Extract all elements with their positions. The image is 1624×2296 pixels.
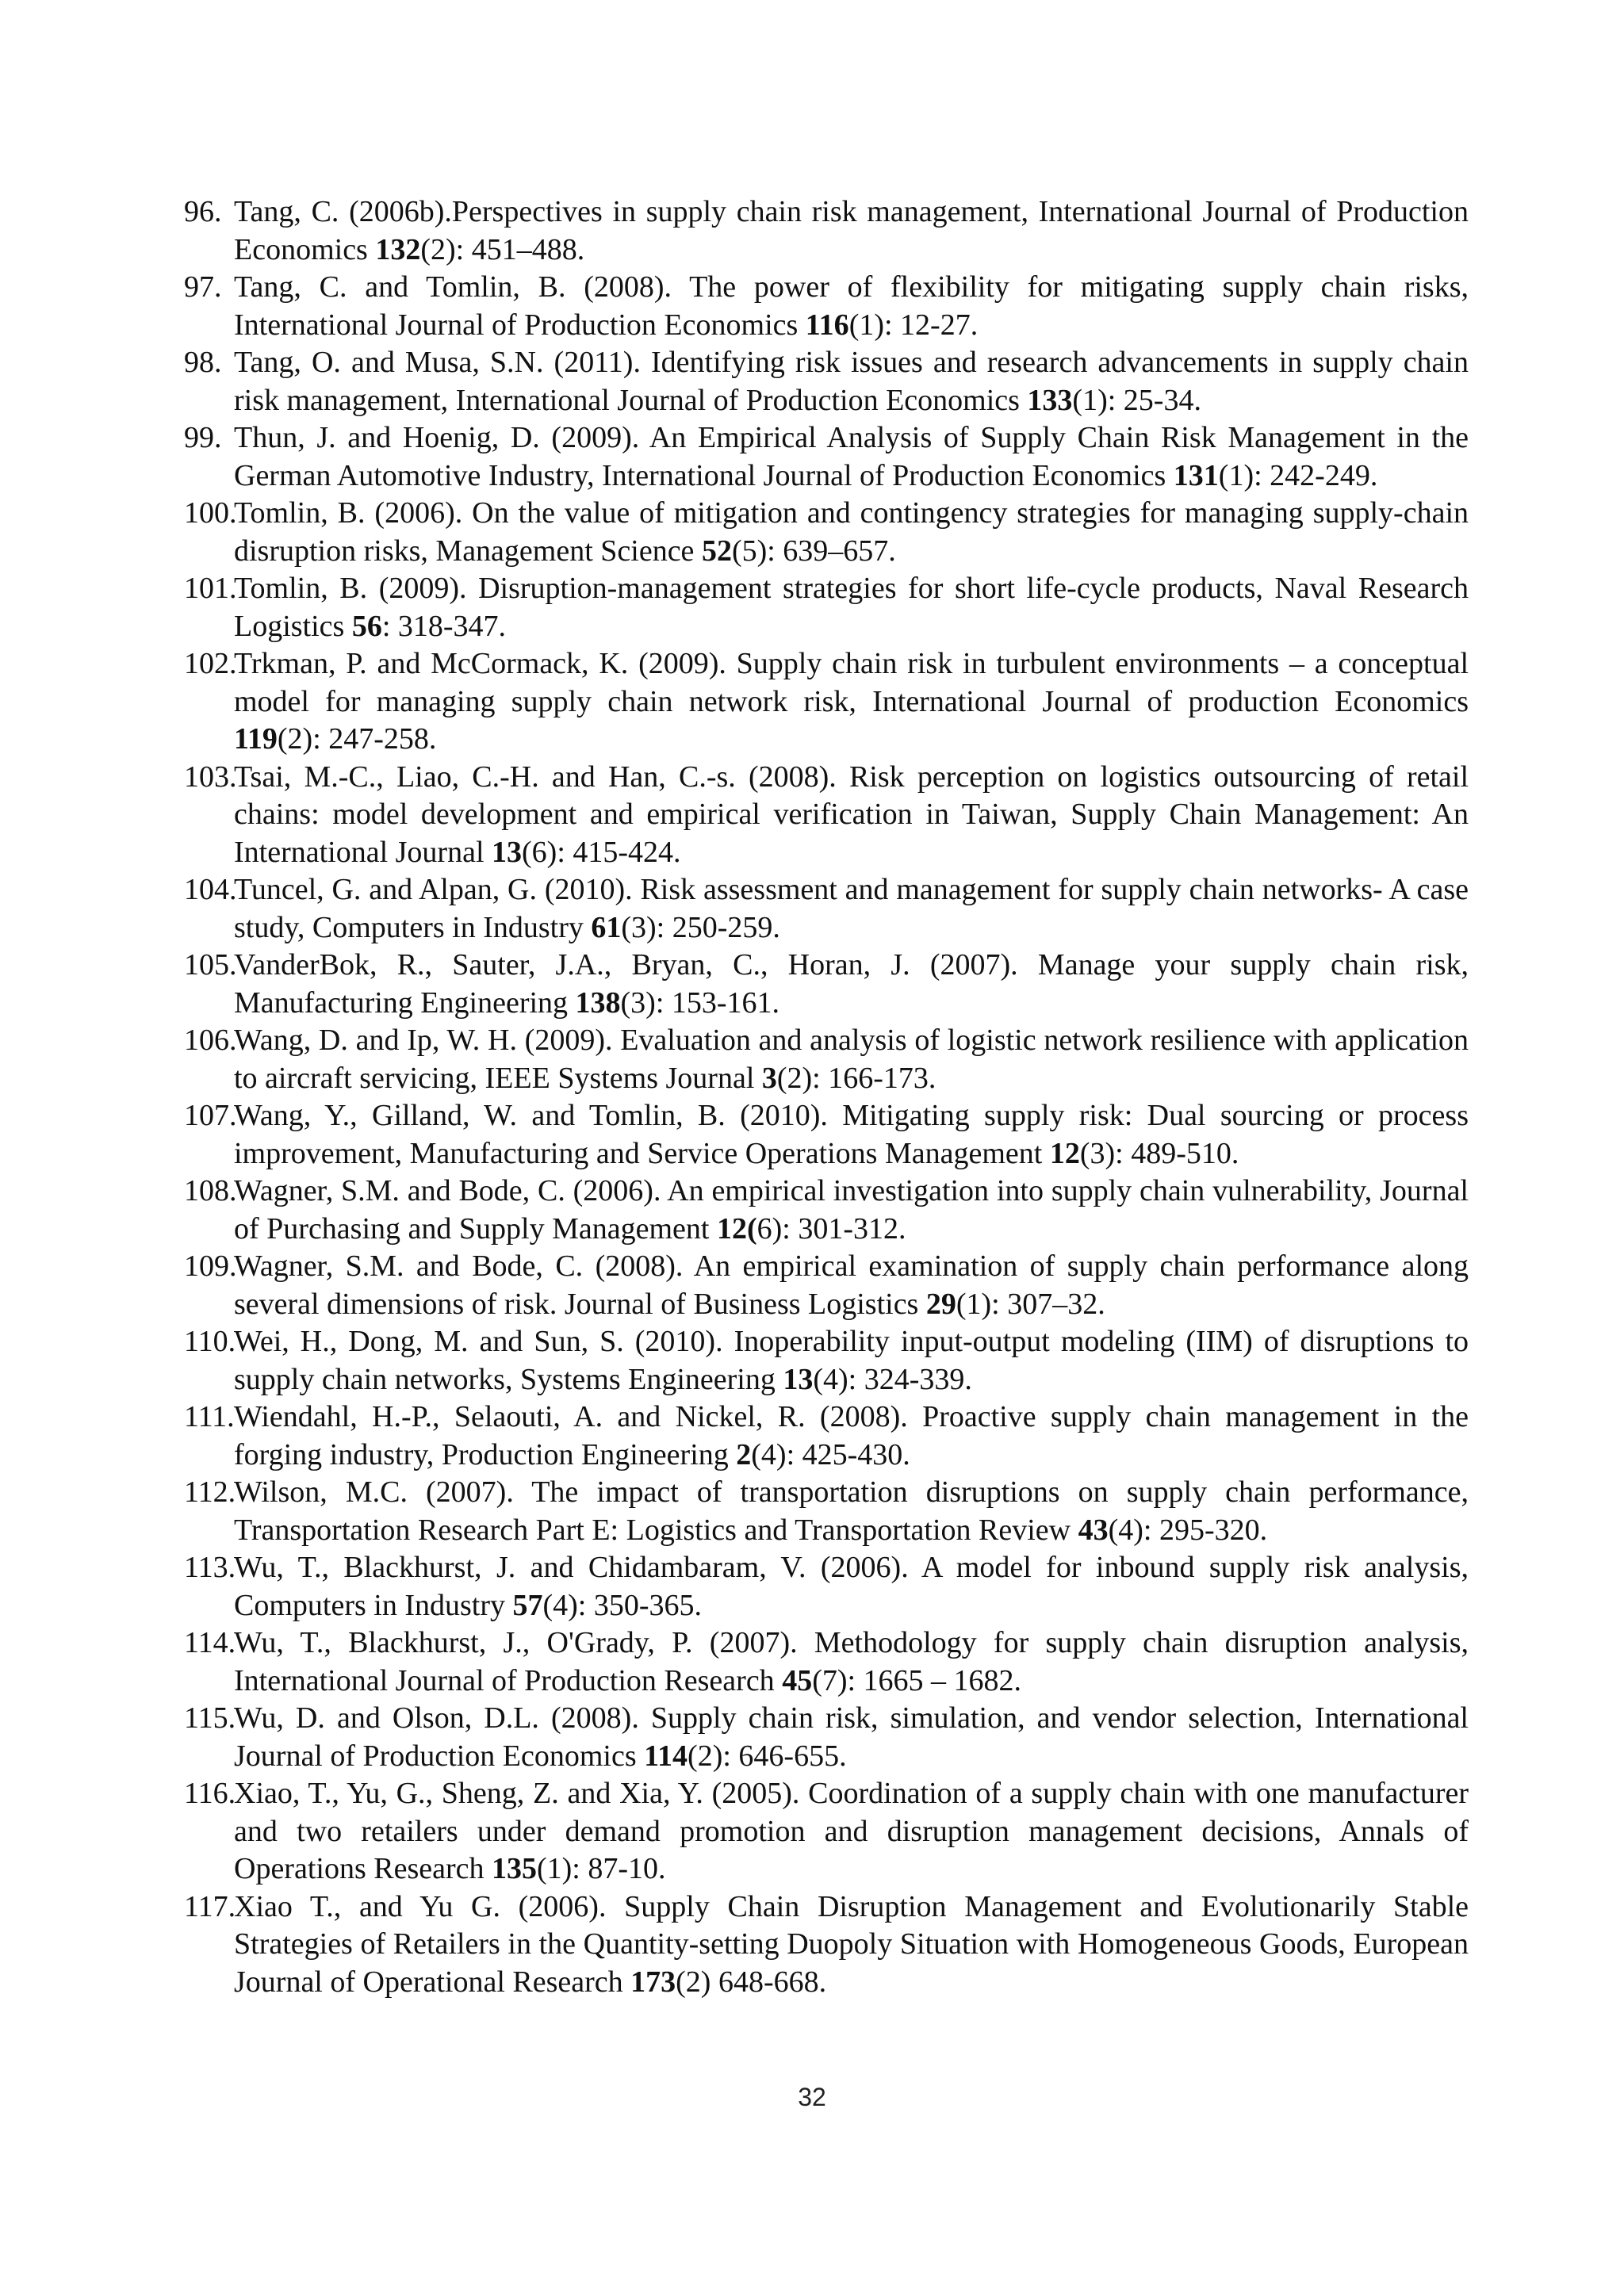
reference-volume: 13 (492, 835, 523, 869)
reference-volume: 131 (1173, 458, 1219, 492)
reference-item (184, 1624, 1469, 1700)
reference-item (184, 759, 1469, 872)
reference-text: Tang, O. and Musa, S.N. (2011). Identifying risk issues and research advancements in supply chain risk management, International Journal of Production Economics (234, 346, 1469, 417)
reference-number: 105. (184, 948, 237, 982)
reference-pages: (1): 307–32. (956, 1287, 1105, 1321)
reference-number: 96. (184, 195, 222, 228)
reference-volume: 52 (701, 534, 732, 568)
reference-number: 104. (184, 873, 237, 906)
reference-volume: 173 (630, 1965, 676, 1999)
reference-number: 109. (184, 1249, 237, 1283)
reference-number: 106. (184, 1024, 237, 1057)
reference-pages: (3): 250-259. (621, 910, 780, 944)
reference-volume: 45 (782, 1663, 813, 1697)
reference-pages: (1): 87-10. (537, 1852, 666, 1885)
reference-volume: 132 (375, 232, 421, 266)
reference-pages: (1): 242-249. (1218, 458, 1378, 492)
reference-pages: (3): 489-510. (1079, 1136, 1239, 1170)
reference-text: Wilson, M.C. (2007). The impact of transportation disruptions on supply chain performance, Transportation Research Part E: Logistics and Transportation Review (234, 1475, 1469, 1547)
reference-volume: 56 (351, 609, 382, 643)
reference-item (184, 419, 1469, 495)
reference-volume: 43 (1078, 1513, 1109, 1547)
reference-item (184, 1399, 1469, 1474)
reference-number: 116. (184, 1777, 236, 1810)
reference-volume: 57 (512, 1588, 543, 1622)
reference-text: Wagner, S.M. and Bode, C. (2006). An empirical investigation into supply chain vulnerability, Journal of Purchasing and Supply Management (234, 1174, 1469, 1246)
reference-list (184, 193, 1469, 2001)
reference-volume: 119 (234, 722, 278, 756)
reference-pages: (6): 415-424. (522, 835, 681, 869)
reference-text: Tomlin, B. (2009). Disruption-management strategies for short life-cycle products, Naval Research Logistics (234, 572, 1469, 643)
reference-text: Wagner, S.M. and Bode, C. (2008). An empirical examination of supply chain performance along several dimensions of risk. Journal of Business Logistics (234, 1249, 1469, 1321)
reference-pages: (4): 425-430. (751, 1437, 910, 1471)
reference-volume: 2 (736, 1437, 752, 1471)
reference-pages: (5): 639–657. (731, 534, 896, 568)
reference-item (184, 1700, 1469, 1775)
reference-text: Thun, J. and Hoenig, D. (2009). An Empirical Analysis of Supply Chain Risk Management in the German Automotive Industry, International Journal of Production Economics (234, 421, 1469, 492)
reference-item (184, 645, 1469, 759)
reference-text: Tang, C. (2006b).Perspectives in supply chain risk management, International Journal of Production Economics (234, 195, 1469, 266)
reference-number: 107. (184, 1099, 237, 1132)
reference-volume: 61 (591, 910, 622, 944)
reference-item (184, 871, 1469, 947)
reference-text: Wang, D. and Ip, W. H. (2009). Evaluation and analysis of logistic network resilience with application to aircraft servicing, IEEE Systems Journal (234, 1024, 1469, 1095)
reference-item (184, 1097, 1469, 1173)
reference-text: Xiao T., and Yu G. (2006). Supply Chain Disruption Management and Evolutionarily Stable Strategies of Retailers in the Quantity-setting Duopoly Situation with Homogeneous Goods, European Journal of Operational Research (234, 1889, 1469, 1999)
reference-number: 113. (184, 1551, 236, 1584)
reference-pages: (4): 295-320. (1108, 1513, 1268, 1547)
reference-item (184, 1022, 1469, 1097)
reference-number: 102. (184, 647, 237, 680)
reference-text: Tang, C. and Tomlin, B. (2008). The power of flexibility for mitigating supply chain risks, International Journal of Production Economics (234, 270, 1469, 342)
reference-number: 98. (184, 346, 222, 379)
reference-number: 110. (184, 1325, 236, 1358)
reference-pages: (2): 166-173. (776, 1061, 936, 1095)
reference-text: Wang, Y., Gilland, W. and Tomlin, B. (2010). Mitigating supply risk: Dual sourcing or process improvement, Manufacturing and Service Operations Management (234, 1099, 1469, 1170)
reference-volume: 13 (783, 1362, 814, 1396)
reference-pages: 6): 301-312. (756, 1211, 906, 1246)
reference-text: Wei, H., Dong, M. and Sun, S. (2010). Inoperability input-output modeling (IIM) of disruptions to supply chain networks, Systems Engineering (234, 1325, 1469, 1396)
reference-text: Tomlin, B. (2006). On the value of mitigation and contingency strategies for managing supply-chain disruption risks, Management Science (234, 496, 1469, 568)
reference-number: 115. (184, 1701, 236, 1735)
reference-number: 111. (184, 1400, 235, 1433)
reference-pages: (2): 247-258. (277, 722, 437, 756)
reference-pages: (4): 324-339. (813, 1362, 972, 1396)
reference-text: Wu, T., Blackhurst, J., O'Grady, P. (2007). Methodology for supply chain disruption analysis, International Journal of Production Research (234, 1626, 1469, 1697)
reference-volume: 135 (492, 1852, 537, 1885)
reference-pages: (7): 1665 – 1682. (812, 1663, 1022, 1697)
reference-item (184, 1173, 1469, 1248)
reference-volume: 138 (575, 985, 621, 1020)
reference-item (184, 1549, 1469, 1624)
reference-item (184, 1474, 1469, 1549)
reference-number: 103. (184, 760, 237, 794)
reference-pages: (2): 646-655. (688, 1739, 847, 1773)
reference-text: Wiendahl, H.-P., Selaouti, A. and Nickel, R. (2008). Proactive supply chain management in the forging industry, Production Engineering (234, 1400, 1469, 1471)
reference-item (184, 495, 1469, 570)
reference-text: Tsai, M.-C., Liao, C.-H. and Han, C.-s. (2008). Risk perception on logistics outsourcing of retail chains: model development and empirical verification in Taiwan, Supply Chain Management: An International Journal (234, 760, 1469, 869)
reference-volume: 133 (1027, 383, 1073, 417)
reference-item (184, 344, 1469, 419)
reference-text: Trkman, P. and McCormack, K. (2009). Supply chain risk in turbulent environments – a conceptual model for managing supply chain network risk, International Journal of production Economics (234, 647, 1469, 718)
reference-text: Wu, T., Blackhurst, J. and Chidambaram, V. (2006). A model for inbound supply risk analysis, Computers in Industry (234, 1551, 1469, 1622)
reference-volume: 3 (761, 1061, 777, 1095)
reference-number: 112. (184, 1475, 236, 1509)
reference-number: 97. (184, 270, 222, 304)
reference-item (184, 570, 1469, 645)
reference-pages: (2): 451–488. (420, 232, 585, 266)
reference-pages: (1): 12-27. (848, 308, 979, 342)
reference-volume: 12 (1049, 1136, 1080, 1170)
page-number: 32 (798, 2083, 826, 2111)
reference-item (184, 1775, 1469, 1888)
reference-pages: (3): 153-161. (620, 985, 780, 1020)
reference-pages: : 318-347. (381, 609, 507, 643)
reference-volume: 116 (805, 308, 849, 342)
reference-number: 108. (184, 1174, 237, 1207)
reference-item (184, 1248, 1469, 1323)
reference-volume: 12( (716, 1211, 757, 1246)
reference-text: VanderBok, R., Sauter, J.A., Bryan, C., Horan, J. (2007). Manage your supply chain risk, Manufacturing Engineering (234, 948, 1469, 1020)
reference-item (184, 947, 1469, 1022)
reference-text: Tuncel, G. and Alpan, G. (2010). Risk assessment and management for supply chain networks- A case study, Computers in Industry (234, 873, 1469, 944)
reference-item (184, 1323, 1469, 1399)
reference-volume: 114 (644, 1739, 688, 1773)
reference-text: Xiao, T., Yu, G., Sheng, Z. and Xia, Y. (2005). Coordination of a supply chain with one manufacturer and two retailers under demand promotion and disruption management decisions, Annals of Operations Research (234, 1777, 1469, 1885)
reference-number: 99. (184, 421, 222, 454)
reference-number: 100. (184, 496, 237, 530)
reference-pages: (2) 648-668. (676, 1965, 827, 1999)
reference-number: 101. (184, 572, 237, 605)
reference-number: 117. (184, 1889, 236, 1923)
reference-pages: (1): 25-34. (1072, 383, 1201, 417)
reference-item (184, 269, 1469, 344)
reference-item (184, 1888, 1469, 2002)
reference-text: Wu, D. and Olson, D.L. (2008). Supply chain risk, simulation, and vendor selection, International Journal of Production Economics (234, 1701, 1469, 1773)
reference-item (184, 193, 1469, 269)
reference-number: 114. (184, 1626, 236, 1659)
reference-pages: (4): 350-365. (542, 1588, 703, 1622)
reference-volume: 29 (925, 1287, 956, 1321)
